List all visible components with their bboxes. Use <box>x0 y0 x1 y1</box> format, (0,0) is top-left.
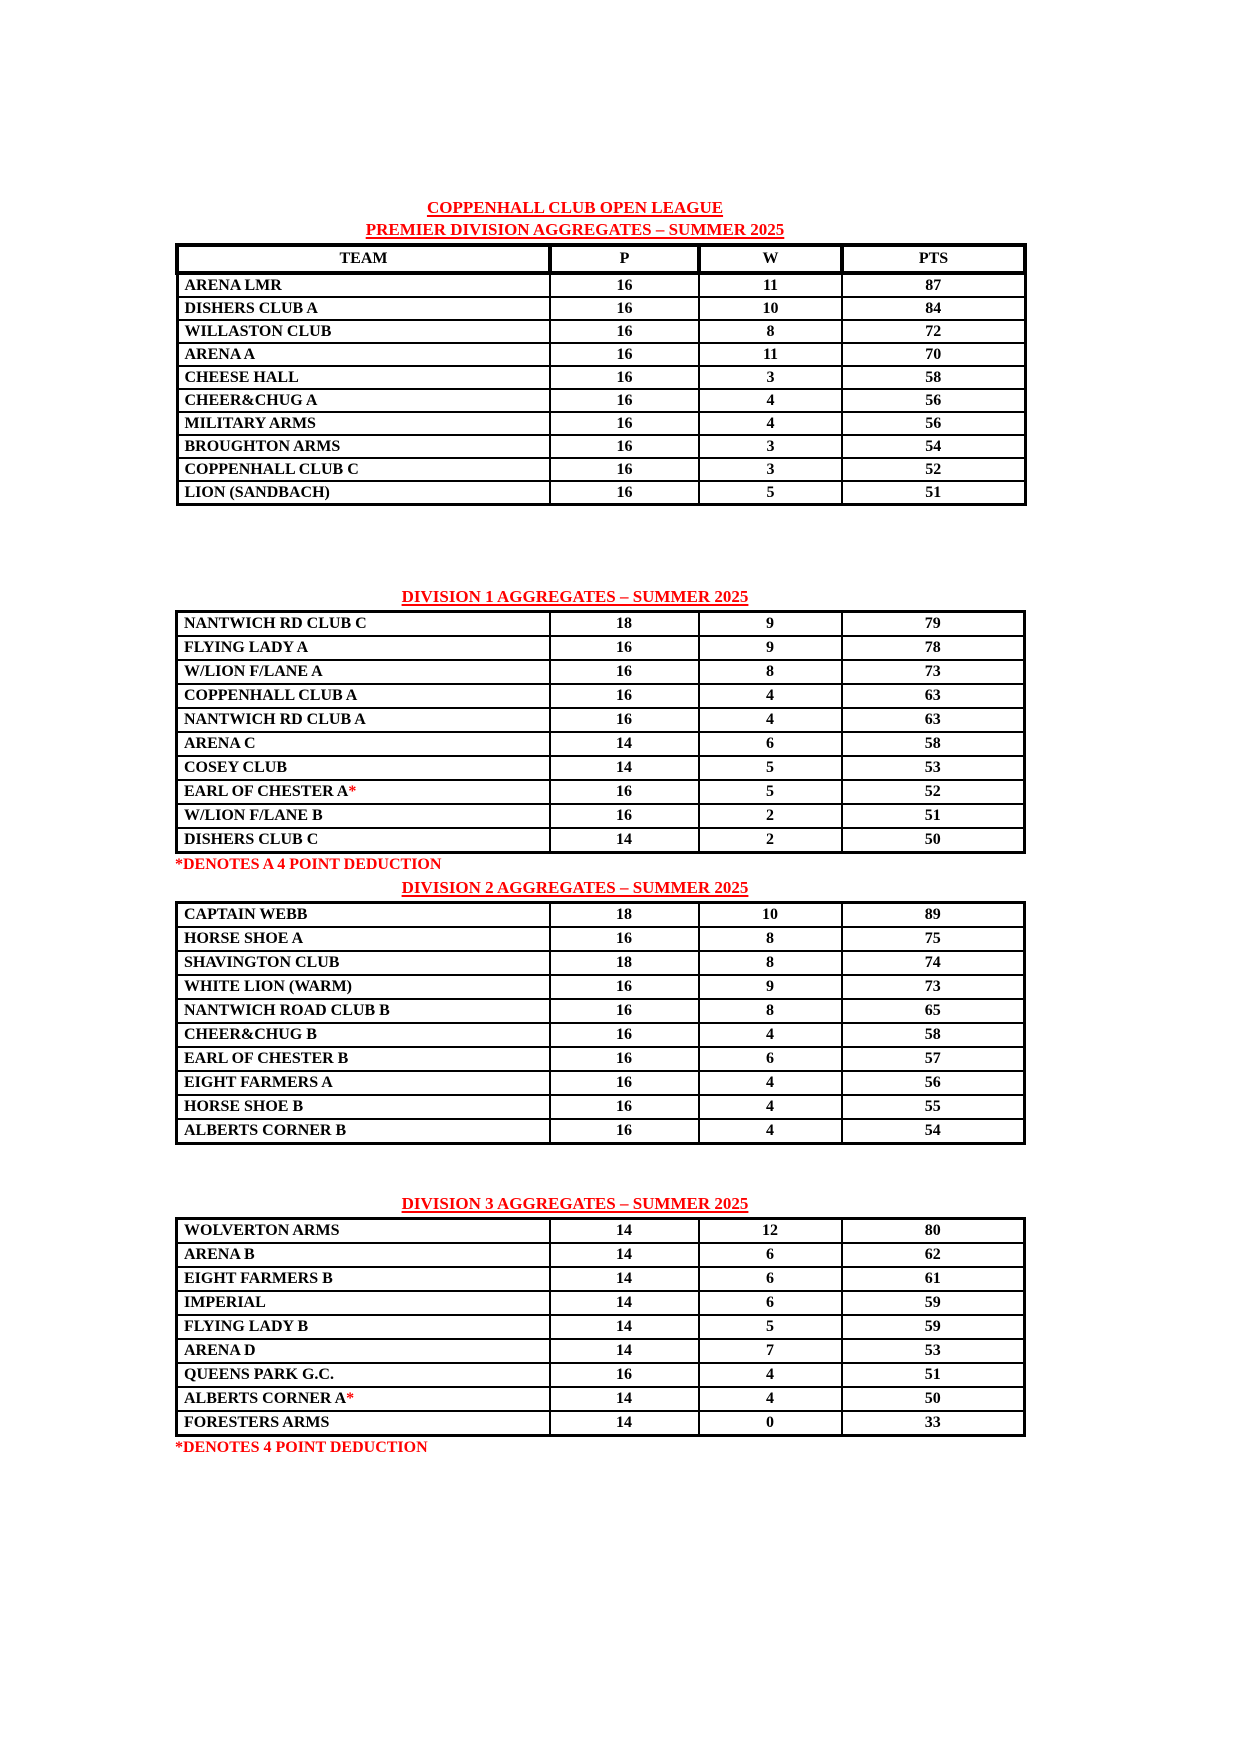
team-name-cell: DISHERS CLUB C <box>177 828 550 853</box>
team-row <box>177 660 1025 684</box>
team-row <box>177 458 1025 481</box>
points-cell: 51 <box>842 1363 1025 1387</box>
division3-heading: DIVISION 3 AGGREGATES – SUMMER 2025 <box>401 1194 749 1213</box>
team-row <box>177 999 1025 1023</box>
points-cell: 33 <box>842 1411 1025 1436</box>
team-name-cell: NANTWICH ROAD CLUB B <box>177 999 550 1023</box>
points-cell: 56 <box>842 389 1025 412</box>
team-row <box>177 1267 1025 1291</box>
team-name-cell: FLYING LADY A <box>177 636 550 660</box>
played-cell: 14 <box>550 1267 699 1291</box>
team-row <box>177 1119 1025 1144</box>
team-name-cell: DISHERS CLUB A <box>177 297 550 320</box>
team-row <box>177 1339 1025 1363</box>
premier-table <box>175 243 1027 506</box>
wins-cell: 11 <box>699 343 842 366</box>
points-cell: 59 <box>842 1291 1025 1315</box>
points-cell: 84 <box>842 297 1025 320</box>
points-cell: 50 <box>842 828 1025 853</box>
team-name-cell: ARENA A <box>177 343 550 366</box>
team-name-cell: SHAVINGTON CLUB <box>177 951 550 975</box>
points-cell: 55 <box>842 1095 1025 1119</box>
team-row <box>177 951 1025 975</box>
played-cell: 16 <box>550 435 699 458</box>
played-cell: 14 <box>550 1291 699 1315</box>
wins-cell: 0 <box>699 1411 842 1436</box>
division1-table <box>175 610 1026 854</box>
played-cell: 14 <box>550 1219 699 1244</box>
deduction-asterisk: * <box>348 783 357 800</box>
played-cell: 16 <box>550 804 699 828</box>
played-cell: 16 <box>550 1363 699 1387</box>
wins-cell: 5 <box>699 481 842 505</box>
team-name-cell: COPPENHALL CLUB A <box>177 684 550 708</box>
column-header-team: TEAM <box>177 245 550 273</box>
team-row <box>177 1363 1025 1387</box>
wins-cell: 9 <box>699 975 842 999</box>
team-row <box>177 389 1025 412</box>
played-cell: 16 <box>550 780 699 804</box>
team-row <box>177 1315 1025 1339</box>
team-name-cell: W/LION F/LANE A <box>177 660 550 684</box>
league-document <box>175 197 1023 1459</box>
team-row <box>177 708 1025 732</box>
played-cell: 14 <box>550 1243 699 1267</box>
wins-cell: 5 <box>699 756 842 780</box>
deduction-asterisk: * <box>346 1390 355 1407</box>
played-cell: 14 <box>550 1411 699 1436</box>
premier-division-heading: PREMIER DIVISION AGGREGATES – SUMMER 2025 <box>365 220 785 239</box>
team-name-cell: WILLASTON CLUB <box>177 320 550 343</box>
wins-cell: 5 <box>699 1315 842 1339</box>
division-sections <box>175 243 1023 1458</box>
wins-cell: 4 <box>699 1071 842 1095</box>
points-cell: 59 <box>842 1315 1025 1339</box>
wins-cell: 8 <box>699 927 842 951</box>
team-row <box>177 1219 1025 1244</box>
team-name-cell: EARL OF CHESTER A* <box>177 780 550 804</box>
team-row <box>177 1243 1025 1267</box>
wins-cell: 4 <box>699 1119 842 1144</box>
played-cell: 16 <box>550 389 699 412</box>
played-cell: 14 <box>550 828 699 853</box>
team-row <box>177 756 1025 780</box>
points-cell: 63 <box>842 684 1025 708</box>
played-cell: 16 <box>550 273 699 297</box>
played-cell: 14 <box>550 1339 699 1363</box>
team-row <box>177 273 1025 297</box>
points-cell: 51 <box>842 481 1025 505</box>
team-row <box>177 1387 1025 1411</box>
wins-cell: 4 <box>699 1095 842 1119</box>
points-cell: 51 <box>842 804 1025 828</box>
points-cell: 72 <box>842 320 1025 343</box>
team-name-cell: W/LION F/LANE B <box>177 804 550 828</box>
points-cell: 80 <box>842 1219 1025 1244</box>
points-cell: 57 <box>842 1047 1025 1071</box>
points-cell: 58 <box>842 366 1025 389</box>
wins-cell: 3 <box>699 435 842 458</box>
played-cell: 16 <box>550 1047 699 1071</box>
team-name-cell: EIGHT FARMERS B <box>177 1267 550 1291</box>
team-row <box>177 366 1025 389</box>
played-cell: 16 <box>550 343 699 366</box>
team-name-cell: NANTWICH RD CLUB A <box>177 708 550 732</box>
points-cell: 74 <box>842 951 1025 975</box>
team-row <box>177 297 1025 320</box>
team-name-cell: MILITARY ARMS <box>177 412 550 435</box>
played-cell: 16 <box>550 366 699 389</box>
team-name-cell: BROUGHTON ARMS <box>177 435 550 458</box>
team-name-cell: WOLVERTON ARMS <box>177 1219 550 1244</box>
wins-cell: 11 <box>699 273 842 297</box>
wins-cell: 9 <box>699 636 842 660</box>
team-name-cell: COPPENHALL CLUB C <box>177 458 550 481</box>
wins-cell: 2 <box>699 804 842 828</box>
team-row <box>177 804 1025 828</box>
points-cell: 89 <box>842 903 1025 928</box>
played-cell: 16 <box>550 708 699 732</box>
wins-cell: 3 <box>699 366 842 389</box>
played-cell: 16 <box>550 458 699 481</box>
played-cell: 16 <box>550 999 699 1023</box>
points-cell: 63 <box>842 708 1025 732</box>
points-cell: 54 <box>842 435 1025 458</box>
wins-cell: 2 <box>699 828 842 853</box>
points-cell: 52 <box>842 458 1025 481</box>
team-row <box>177 684 1025 708</box>
played-cell: 16 <box>550 1095 699 1119</box>
team-name-cell: ALBERTS CORNER B <box>177 1119 550 1144</box>
points-cell: 75 <box>842 927 1025 951</box>
team-row <box>177 343 1025 366</box>
team-row <box>177 1291 1025 1315</box>
team-name-cell: EIGHT FARMERS A <box>177 1071 550 1095</box>
played-cell: 16 <box>550 481 699 505</box>
team-name-cell: ARENA B <box>177 1243 550 1267</box>
team-row <box>177 927 1025 951</box>
wins-cell: 4 <box>699 1387 842 1411</box>
team-row <box>177 636 1025 660</box>
team-row <box>177 1095 1025 1119</box>
division1-deduction-note: *DENOTES A 4 POINT DEDUCTION <box>175 856 442 873</box>
division1-heading: DIVISION 1 AGGREGATES – SUMMER 2025 <box>401 587 749 606</box>
division3-table <box>175 1217 1026 1437</box>
wins-cell: 6 <box>699 1291 842 1315</box>
played-cell: 14 <box>550 732 699 756</box>
section-premier <box>175 243 1023 506</box>
points-cell: 53 <box>842 756 1025 780</box>
team-name-cell: FORESTERS ARMS <box>177 1411 550 1436</box>
points-cell: 87 <box>842 273 1025 297</box>
column-header-pts: PTS <box>842 245 1025 273</box>
played-cell: 16 <box>550 660 699 684</box>
team-name-cell: COSEY CLUB <box>177 756 550 780</box>
wins-cell: 8 <box>699 951 842 975</box>
played-cell: 16 <box>550 975 699 999</box>
wins-cell: 10 <box>699 903 842 928</box>
points-cell: 61 <box>842 1267 1025 1291</box>
played-cell: 18 <box>550 951 699 975</box>
team-row <box>177 1047 1025 1071</box>
wins-cell: 8 <box>699 660 842 684</box>
wins-cell: 6 <box>699 1267 842 1291</box>
team-row <box>177 320 1025 343</box>
wins-cell: 10 <box>699 297 842 320</box>
wins-cell: 8 <box>699 320 842 343</box>
wins-cell: 4 <box>699 684 842 708</box>
points-cell: 56 <box>842 412 1025 435</box>
team-row <box>177 1071 1025 1095</box>
team-name-cell: NANTWICH RD CLUB C <box>177 612 550 637</box>
team-name-cell: EARL OF CHESTER B <box>177 1047 550 1071</box>
team-row <box>177 732 1025 756</box>
played-cell: 16 <box>550 684 699 708</box>
team-name-cell: WHITE LION (WARM) <box>177 975 550 999</box>
points-cell: 50 <box>842 1387 1025 1411</box>
section-division3 <box>175 1193 1023 1458</box>
wins-cell: 3 <box>699 458 842 481</box>
points-cell: 70 <box>842 343 1025 366</box>
wins-cell: 4 <box>699 1363 842 1387</box>
team-name-cell: ARENA LMR <box>177 273 550 297</box>
wins-cell: 6 <box>699 1243 842 1267</box>
played-cell: 14 <box>550 1387 699 1411</box>
team-name-cell: IMPERIAL <box>177 1291 550 1315</box>
played-cell: 16 <box>550 1119 699 1144</box>
column-header-p: P <box>550 245 699 273</box>
played-cell: 16 <box>550 412 699 435</box>
team-row <box>177 975 1025 999</box>
team-row <box>177 780 1025 804</box>
team-name-cell: FLYING LADY B <box>177 1315 550 1339</box>
team-row <box>177 1411 1025 1436</box>
played-cell: 14 <box>550 1315 699 1339</box>
played-cell: 14 <box>550 756 699 780</box>
played-cell: 16 <box>550 320 699 343</box>
team-name-cell: CAPTAIN WEBB <box>177 903 550 928</box>
played-cell: 18 <box>550 903 699 928</box>
team-name-cell: ALBERTS CORNER A* <box>177 1387 550 1411</box>
table-header-row <box>177 245 1025 273</box>
points-cell: 78 <box>842 636 1025 660</box>
points-cell: 65 <box>842 999 1025 1023</box>
team-row <box>177 903 1025 928</box>
wins-cell: 9 <box>699 612 842 637</box>
points-cell: 79 <box>842 612 1025 637</box>
points-cell: 73 <box>842 975 1025 999</box>
played-cell: 16 <box>550 927 699 951</box>
division3-deduction-note: *DENOTES 4 POINT DEDUCTION <box>175 1439 428 1456</box>
team-name-cell: HORSE SHOE B <box>177 1095 550 1119</box>
wins-cell: 4 <box>699 1023 842 1047</box>
team-name-cell: CHEER&CHUG A <box>177 389 550 412</box>
played-cell: 16 <box>550 297 699 320</box>
document-title: COPPENHALL CLUB OPEN LEAGUE <box>426 198 724 217</box>
team-name-cell: HORSE SHOE A <box>177 927 550 951</box>
wins-cell: 5 <box>699 780 842 804</box>
team-name-cell: CHEESE HALL <box>177 366 550 389</box>
team-row <box>177 481 1025 505</box>
column-header-w: W <box>699 245 842 273</box>
team-name-cell: QUEENS PARK G.C. <box>177 1363 550 1387</box>
wins-cell: 6 <box>699 1047 842 1071</box>
points-cell: 58 <box>842 732 1025 756</box>
wins-cell: 8 <box>699 999 842 1023</box>
points-cell: 53 <box>842 1339 1025 1363</box>
team-name-cell: ARENA D <box>177 1339 550 1363</box>
team-row <box>177 828 1025 853</box>
points-cell: 54 <box>842 1119 1025 1144</box>
team-row <box>177 412 1025 435</box>
wins-cell: 7 <box>699 1339 842 1363</box>
division2-heading: DIVISION 2 AGGREGATES – SUMMER 2025 <box>401 878 749 897</box>
team-row <box>177 1023 1025 1047</box>
section-division2 <box>175 877 1023 1145</box>
played-cell: 16 <box>550 636 699 660</box>
section-division1 <box>175 586 1023 875</box>
team-name-cell: CHEER&CHUG B <box>177 1023 550 1047</box>
division2-table <box>175 901 1026 1145</box>
team-name-cell: LION (SANDBACH) <box>177 481 550 505</box>
wins-cell: 6 <box>699 732 842 756</box>
wins-cell: 4 <box>699 389 842 412</box>
wins-cell: 12 <box>699 1219 842 1244</box>
points-cell: 52 <box>842 780 1025 804</box>
played-cell: 18 <box>550 612 699 637</box>
points-cell: 58 <box>842 1023 1025 1047</box>
wins-cell: 4 <box>699 412 842 435</box>
team-name-cell: ARENA C <box>177 732 550 756</box>
points-cell: 62 <box>842 1243 1025 1267</box>
points-cell: 73 <box>842 660 1025 684</box>
wins-cell: 4 <box>699 708 842 732</box>
played-cell: 16 <box>550 1071 699 1095</box>
team-row <box>177 435 1025 458</box>
played-cell: 16 <box>550 1023 699 1047</box>
points-cell: 56 <box>842 1071 1025 1095</box>
team-row <box>177 612 1025 637</box>
